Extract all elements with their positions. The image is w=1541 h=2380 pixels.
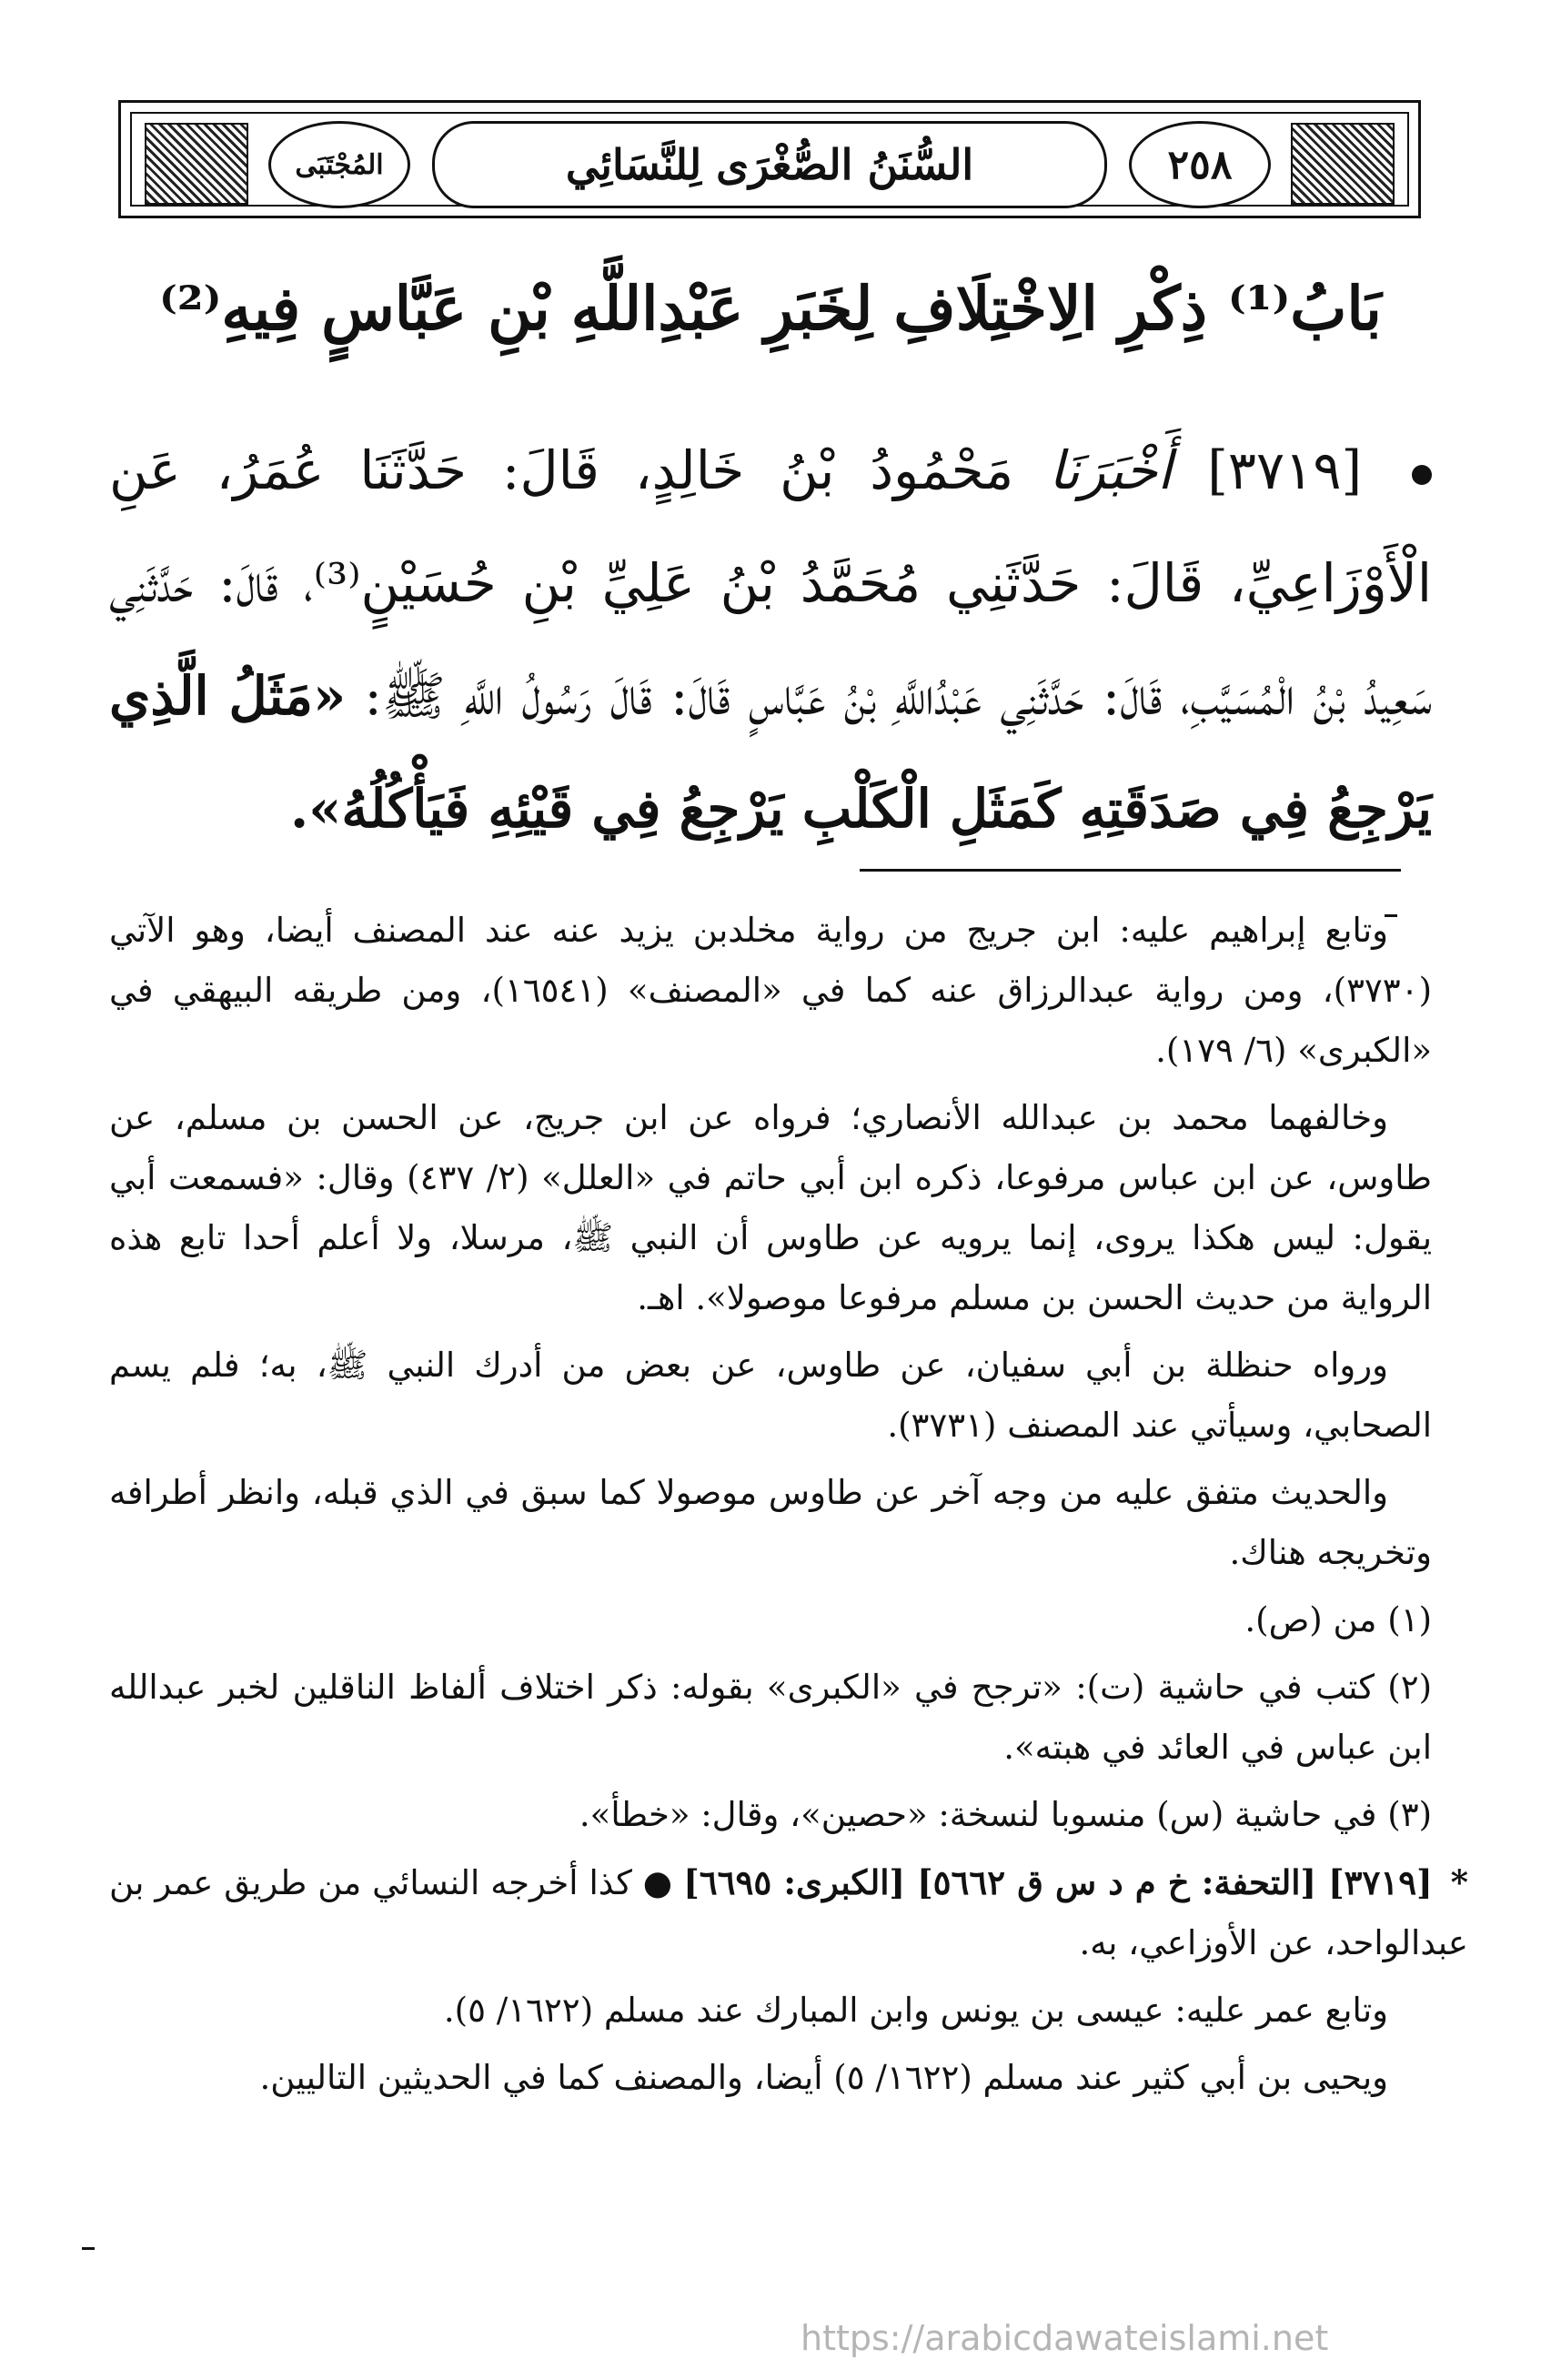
page-number-medallion (1129, 121, 1271, 208)
emblem-medallion (268, 121, 410, 208)
page-header (118, 100, 1421, 218)
emblem-text: المُجْتَبَى (295, 148, 384, 181)
bullet-icon (1412, 465, 1432, 485)
footnotes (109, 901, 1468, 2115)
takhrij-paragraph (109, 1852, 1468, 1973)
note-paragraph-4: والحديث متفق عليه من وجه آخر عن طاوس موصولا كما سبق في الذي قبله، وانظر أطرافه وتخريجه هناك. (109, 1473, 1432, 1572)
book-title-cartouche (432, 121, 1107, 208)
hadith-isnad: مَحْمُودُ بْنُ خَالِدٍ، قَالَ: حَدَّثَنَا عُمَرُ، عَنِ الْأَوْزَاعِيِّ، قَالَ: حَدَّثَنِي مُحَمَّدُ بْنُ عَلِيِّ بْنِ حُسَيْنٍ⁽³⁾، قَالَ: حَدَّثَنِي سَعِيدُ بْنُ الْمُسَيَّبِ، قَالَ: حَدَّثَنِي عَبْدُاللَّهِ بْنُ عَبَّاسٍ قَالَ: قَالَ رَسُولُ اللَّهِ ﷺ: (109, 439, 1432, 727)
footnote-1: (١) من (ص). (1244, 1600, 1432, 1639)
book-title: السُّنَنُ الصُّغْرَى لِلنَّسَائِي (565, 140, 974, 189)
footnote-3: (٣) في حاشية (س) منسوبا لنسخة: «حصين»، وقال: «خطأ». (579, 1795, 1432, 1834)
note-paragraph-1: وتابع إبراهيم عليه: ابن جريج من رواية مخلدبن يزيد عنه عند المصنف أيضا، وهو الآتي (٣٧٣٠)، ومن رواية عبدالرزاق عنه كما في «المصنف» (١٦٥٤١)، ومن طريقه البيهقي في «الكبرى» (٦/ ١٧٩). (109, 911, 1432, 1070)
takhrij-reference: [٣٧١٩] [التحفة: خ م د س ق ٥٦٦٢] [الكبرى: ٦٦٩٥] (683, 1862, 1433, 1902)
margin-mark-bottom (82, 2247, 95, 2250)
takhrij-text: ● كذا أخرجه النسائي من طريق عمر بن عبدالواحد، عن الأوزاعي، به. (109, 1863, 1468, 1962)
hadith-number: [٣٧١٩] (1207, 439, 1363, 501)
hadith-intro: أَخْبَرَنَا (1049, 439, 1173, 501)
footnote-2: (٢) كتب في حاشية (ت): «ترجح في «الكبرى» بقوله: ذكر اختلاف ألفاظ الناقلين لخبر عبدالله ابن عباس في العائد في هبته». (109, 1668, 1432, 1767)
header-inner-border (130, 112, 1409, 207)
note-paragraph-6: ويحيى بن أبي كثير عند مسلم (١٦٢٢/ ٥) أيضا، والمصنف كما في الحديثين التاليين. (259, 2058, 1388, 2097)
hadith-text-block (109, 414, 1432, 865)
note-paragraph-2: وخالفهما محمد بن عبدالله الأنصاري؛ فرواه عن ابن جريج، عن الحسن بن مسلم، عن طاوس، عن ابن عباس مرفوعا، ذكره ابن أبي حاتم في «العلل» (٢/ ٤٣٧) وقال: «فسمعت أبي يقول: ليس هكذا يروى، إنما يرويه عن طاوس أن النبي ﷺ، مرسلا، ولا أعلم أحدا تابع هذه الرواية من حديث الحسن بن مسلم مرفوعا موصولا». اهـ. (109, 1098, 1432, 1317)
footnote-separator (860, 869, 1401, 872)
note-paragraph-5: وتابع عمر عليه: عيسى بن يونس وابن المبارك عند مسلم (١٦٢٢/ ٥). (443, 1991, 1388, 2030)
chapter-title: بَابُ⁽¹⁾ ذِكْرِ الِاخْتِلَافِ لِخَبَرِ عَبْدِاللَّهِ بْنِ عَبَّاسٍ فِيهِ⁽²⁾ (159, 273, 1382, 344)
page-number: ٢٥٨ (1167, 141, 1233, 188)
takhrij-star-icon: * (1450, 1862, 1468, 1902)
watermark-url: https://arabicdawateislami.net (801, 2318, 1329, 2358)
ornament-right-icon (1291, 123, 1395, 205)
hadith-matn: «مَثَلُ الَّذِي يَرْجِعُ فِي صَدَقَتِهِ كَمَثَلِ الْكَلْبِ يَرْجِعُ فِي قَيْئِهِ فَيَأْكُلُهُ». (109, 665, 1432, 840)
note-paragraph-3: ورواه حنظلة بن أبي سفيان، عن طاوس، عن بعض من أدرك النبي ﷺ، به؛ فلم يسم الصحابي، وسيأتي عند المصنف (٣٧٣١). (109, 1346, 1432, 1445)
ornament-left-icon (145, 123, 248, 205)
